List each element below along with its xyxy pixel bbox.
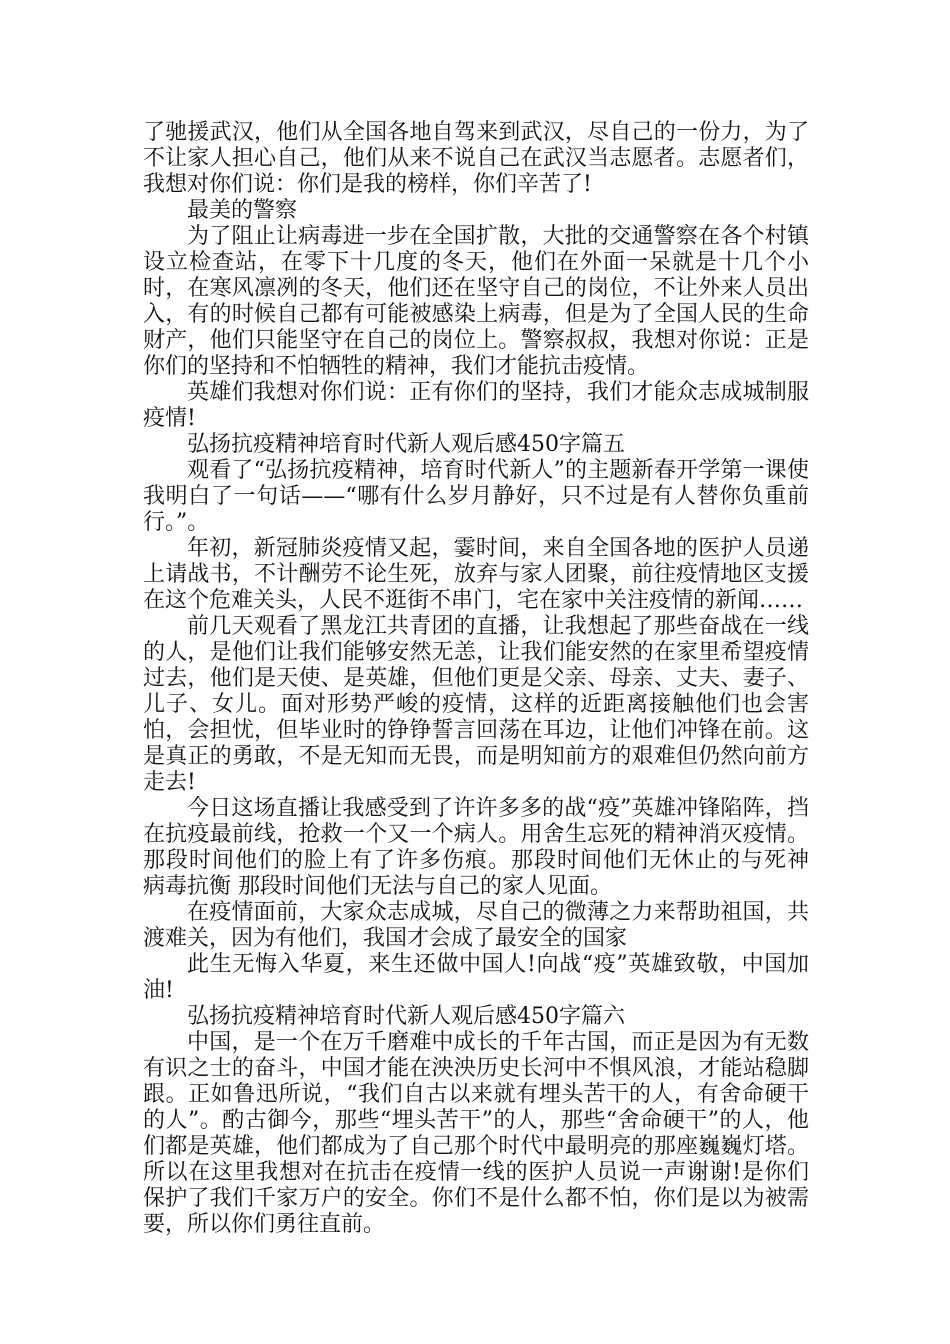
paragraph-police: 为了阻止让病毒进一步在全国扩散，大批的交通警察在各个村镇设立检查站，在零下十几度的冬天，他们在外面一呆就是十几个小时，在寒风凛冽的冬天，他们还在坚守自己的岗位，不让外来人员出入，有的时候自己都有可能被感染上病毒，但是为了全国人民的生命财产，他们只能坚守在自己的岗位上。警察叔叔，我想对你说：正是你们的坚持和不怕牺牲的精神，我们才能抗击疫情。	[143, 224, 809, 379]
paragraph-first-lesson: 观看了“弘扬抗疫精神，培育时代新人”的主题新春开学第一课使我明白了一句话——“哪有什么岁月静好，只不过是有人替你负重前行。”。	[143, 458, 809, 535]
paragraph-heroes: 英雄们我想对你们说：正有你们的坚持，我们才能众志成城制服疫情!	[143, 380, 809, 431]
paragraph-volunteers-end: 了驰援武汉，他们从全国各地自驾来到武汉，尽自己的一份力，为了不让家人担心自己，他们从来不说自己在武汉当志愿者。志愿者们，我想对你们说：你们是我的榜样，你们辛苦了!	[143, 120, 809, 197]
paragraph-no-regret: 此生无悔入华夏，来生还做中国人!向战“疫”英雄致敬，中国加油!	[143, 952, 809, 1003]
heading-essay-five: 弘扬抗疫精神培育时代新人观后感450字篇五	[187, 432, 625, 457]
heading-best-police: 最美的警察	[187, 198, 298, 223]
heading-essay-six: 弘扬抗疫精神培育时代新人观后感450字篇六	[187, 1004, 625, 1029]
paragraph-united: 在疫情面前，大家众志成城，尽自己的微薄之力来帮助祖国，共渡难关，因为有他们，我国才会成了最安全的国家	[143, 900, 809, 951]
paragraph-new-year: 年初，新冠肺炎疫情又起，霎时间，来自全国各地的医护人员递上请战书，不计酬劳不论生死，放弃与家人团聚，前往疫情地区支援在这个危难关头，人民不逛街不串门，宅在家中关注疫情的新闻……	[143, 536, 809, 613]
document-page	[143, 120, 816, 1238]
paragraph-today-livestream: 今日这场直播让我感受到了许许多多的战“疫”英雄冲锋陷阵，挡在抗疫最前线，抢救一个又一个病人。用舍生忘死的精神消灭疫情。那段时间他们的脸上有了许多伤痕。那段时间他们无休止的与死神 病毒抗衡 那段时间他们无法与自己的家人见面。	[143, 796, 816, 899]
paragraph-china: 中国，是一个在万千磨难中成长的千年古国，而正是因为有无数有识之士的奋斗，中国才能在泱泱历史长河中不惧风浪，才能站稳脚跟。正如鲁迅所说，“我们自古以来就有埋头苦干的人，有舍命硬干的人”。酌古御今，那些“埋头苦干”的人，那些“舍命硬干”的人，他们都是英雄，他们都成为了自己那个时代中最明亮的那座巍巍灯塔。所以在这里我想对在抗击在疫情一线的医护人员说一声谢谢!是你们保护了我们千家万户的安全。你们不是什么都不怕，你们是以为被需要，所以你们勇往直前。	[143, 1030, 809, 1237]
paragraph-livestream: 前几天观看了黑龙江共青团的直播，让我想起了那些奋战在一线的人，是他们让我们能够安然无恙，让我们能安然的在家里希望疫情过去，他们是天使、是英雄，但他们更是父亲、母亲、丈夫、妻子、儿子、女儿。面对形势严峻的疫情，这样的近距离接触他们也会害怕，会担忧，但毕业时的铮铮誓言回荡在耳边，让他们冲锋在前。这是真正的勇敢，不是无知而无畏，而是明知前方的艰难但仍然向前方走去!	[143, 614, 809, 795]
